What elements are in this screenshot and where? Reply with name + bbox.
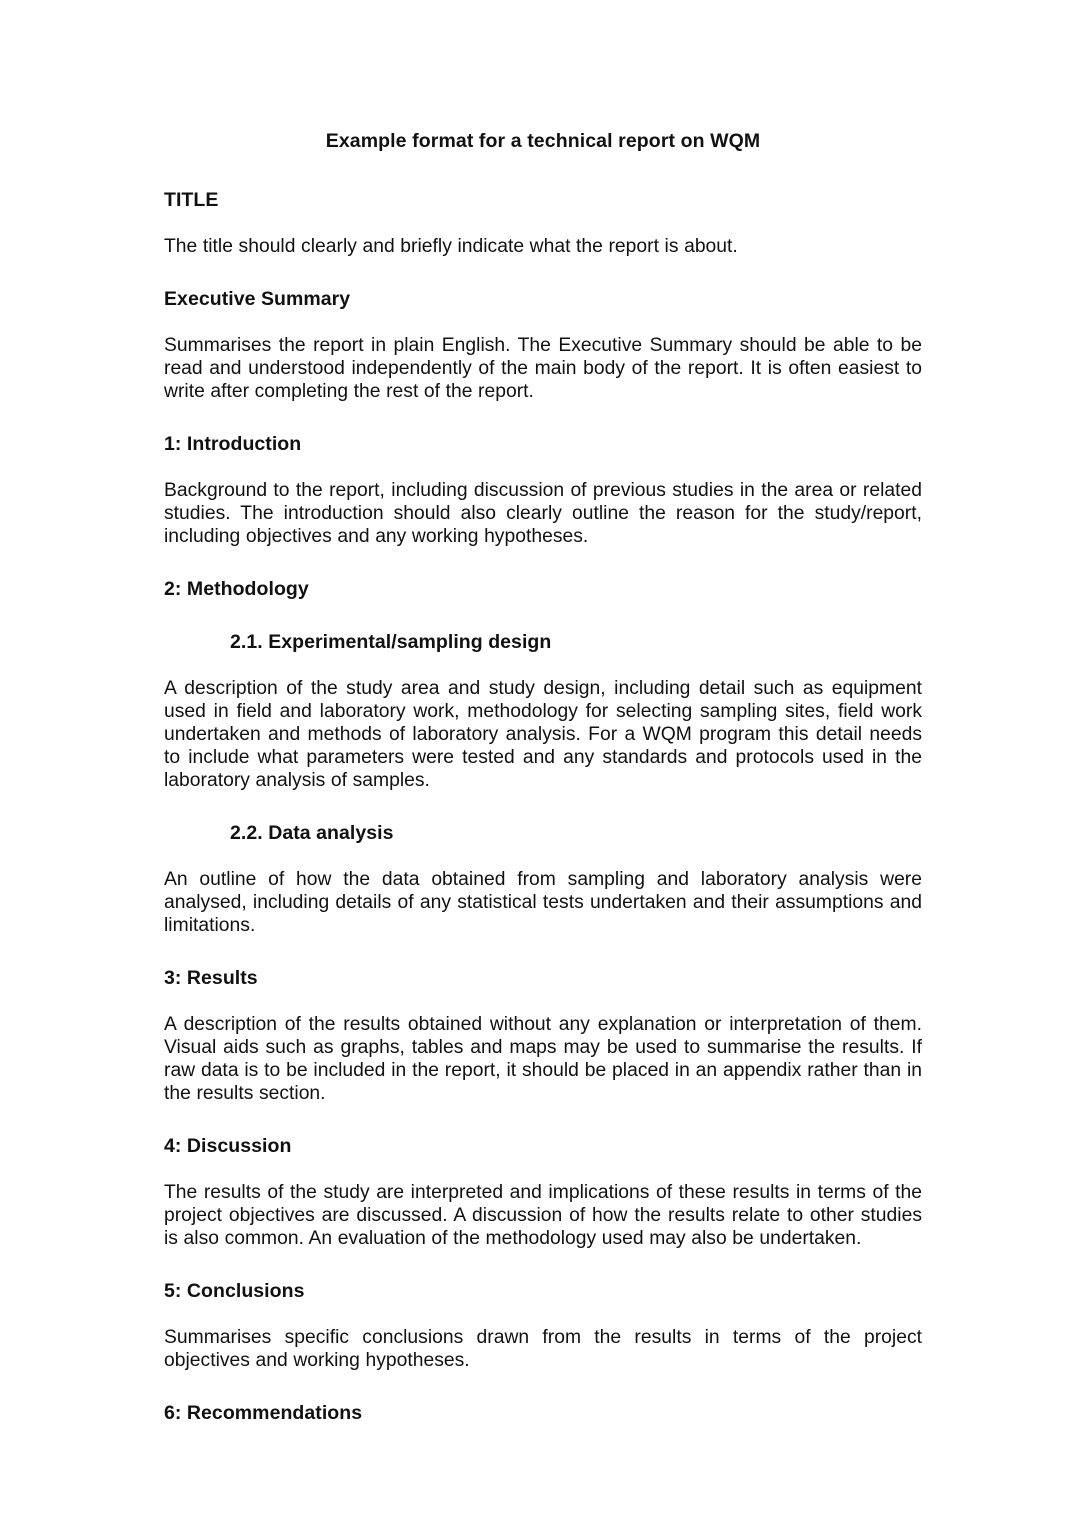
paragraph-title-description: The title should clearly and briefly indicate what the report is about. — [164, 236, 738, 257]
paragraph-conclusions: Summarises specific conclusions drawn from the results in terms of the project objectives and working hypotheses. — [164, 1327, 922, 1371]
subsection-heading-experimental-sampling-design: 2.1. Experimental/sampling design — [230, 631, 552, 653]
paragraph-introduction: Background to the report, including discussion of previous studies in the area or related studies. The introduction should also clearly outline the reason for the study/report, including objectives and any working hypotheses. — [164, 480, 922, 547]
section-heading-conclusions: 5: Conclusions — [164, 1280, 305, 1302]
subsection-heading-data-analysis: 2.2. Data analysis — [230, 822, 394, 844]
paragraph-data-analysis: An outline of how the data obtained from sampling and laboratory analysis were analysed, including details of any statistical tests undertaken and their assumptions and limitations. — [164, 869, 922, 936]
paragraph-results: A description of the results obtained without any explanation or interpretation of them. Visual aids such as graphs, tables and maps may be used to summarise the results. If raw data is to be included in the report, it should be placed in an appendix rather than in the results section. — [164, 1014, 922, 1104]
paragraph-executive-summary: Summarises the report in plain English. The Executive Summary should be able to be read and understood independently of the main body of the report. It is often easiest to write after completing the rest of the report. — [164, 335, 922, 402]
paragraph-discussion: The results of the study are interpreted and implications of these results in terms of the project objectives are discussed. A discussion of how the results relate to other studies is also common. An evaluation of the methodology used may also be undertaken. — [164, 1182, 922, 1249]
document-body — [164, 0, 922, 1425]
section-heading-results: 3: Results — [164, 967, 258, 989]
section-heading-executive-summary: Executive Summary — [164, 288, 351, 310]
section-heading-title: TITLE — [164, 189, 219, 211]
section-heading-recommendations: 6: Recommendations — [164, 1402, 363, 1424]
section-heading-discussion: 4: Discussion — [164, 1135, 292, 1157]
section-heading-introduction: 1: Introduction — [164, 433, 302, 455]
paragraph-experimental-sampling-design: A description of the study area and study design, including detail such as equipment used in field and laboratory work, methodology for selecting sampling sites, field work undertaken and methods of laboratory analysis. For a WQM program this detail needs to include what parameters were tested and any standards and protocols used in the laboratory analysis of samples. — [164, 678, 922, 791]
page-title: Example format for a technical report on WQM — [325, 130, 761, 152]
section-heading-methodology: 2: Methodology — [164, 578, 309, 600]
